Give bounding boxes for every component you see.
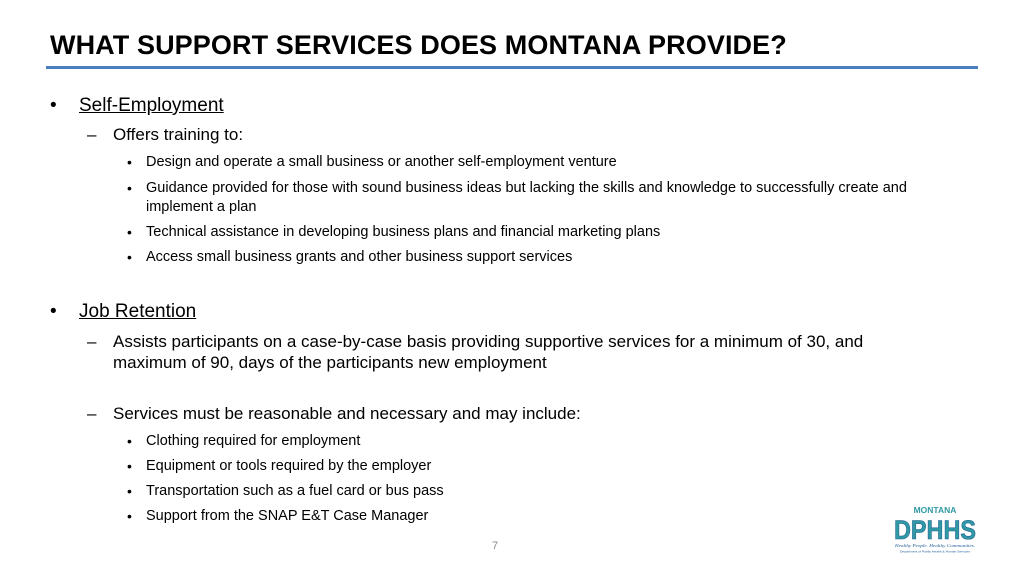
bullet-self-employment xyxy=(0,95,1024,121)
list-item xyxy=(0,153,1024,173)
heading-job-retention: Job Retention xyxy=(79,301,197,322)
sub-services-reasonable xyxy=(0,403,1024,424)
logo-subtag: Department of Public Health & Human Services xyxy=(900,549,971,554)
sub-offers-training xyxy=(0,124,1024,145)
bullet-dot: • xyxy=(50,301,57,322)
bullet-dot: • xyxy=(127,508,132,524)
item-text: Design and operate a small business or another self-employment venture xyxy=(146,154,617,170)
dash-marker: – xyxy=(87,332,97,351)
list-item xyxy=(0,482,1024,502)
dash-marker: – xyxy=(87,125,97,144)
slide-title: WHAT SUPPORT SERVICES DOES MONTANA PROVIDE? xyxy=(50,30,787,60)
item-text: Technical assistance in developing business plans and financial marketing plans xyxy=(146,223,661,240)
sub-text: Assists participants on a case-by-case basis providing supportive services for a minimum of 30, and maximum of 90, days of the participants new employment xyxy=(113,332,864,372)
item-text: Guidance provided for those with sound business ideas but lacking the skills and knowledge to successfully create and implement a plan xyxy=(146,179,907,215)
list-item xyxy=(0,457,1024,477)
title-underline xyxy=(46,66,978,69)
item-text: Support from the SNAP E&T Case Manager xyxy=(146,508,429,524)
item-text: Access small business grants and other business support services xyxy=(146,249,573,265)
list-item xyxy=(0,432,1024,452)
heading-self-employment: Self-Employment xyxy=(79,95,224,116)
bullet-dot: • xyxy=(127,154,132,170)
sub-text: Offers training to: xyxy=(113,125,244,144)
page-number: 7 xyxy=(491,540,499,552)
bullet-dot: • xyxy=(127,249,132,265)
bullet-job-retention xyxy=(0,301,1024,327)
bullet-dot: • xyxy=(50,95,57,116)
item-text: Transportation such as a fuel card or bus pass xyxy=(146,483,444,499)
dash-marker: – xyxy=(87,404,97,423)
logo-top-text: MONTANA xyxy=(913,505,957,515)
bullet-dot: • xyxy=(127,179,132,196)
list-item xyxy=(0,248,1024,268)
list-item xyxy=(0,223,1024,243)
sub-text: Services must be reasonable and necessary and may include: xyxy=(113,404,581,423)
bullet-dot: • xyxy=(127,223,132,240)
item-text: Equipment or tools required by the employer xyxy=(146,458,432,474)
bullet-dot: • xyxy=(127,433,132,449)
logo-main-text: DPHHS xyxy=(894,515,976,545)
dphhs-logo xyxy=(892,504,978,554)
logo-tagline: Healthy People. Healthy Communities. xyxy=(893,543,975,548)
section-self-employment xyxy=(0,95,1024,268)
section-job-retention xyxy=(0,301,1024,527)
list-item xyxy=(0,179,1024,218)
list-item xyxy=(0,507,1024,527)
bullet-dot: • xyxy=(127,483,132,499)
item-text: Clothing required for employment xyxy=(146,433,361,449)
bullet-dot: • xyxy=(127,458,132,474)
sub-assists-participants xyxy=(0,331,1024,373)
